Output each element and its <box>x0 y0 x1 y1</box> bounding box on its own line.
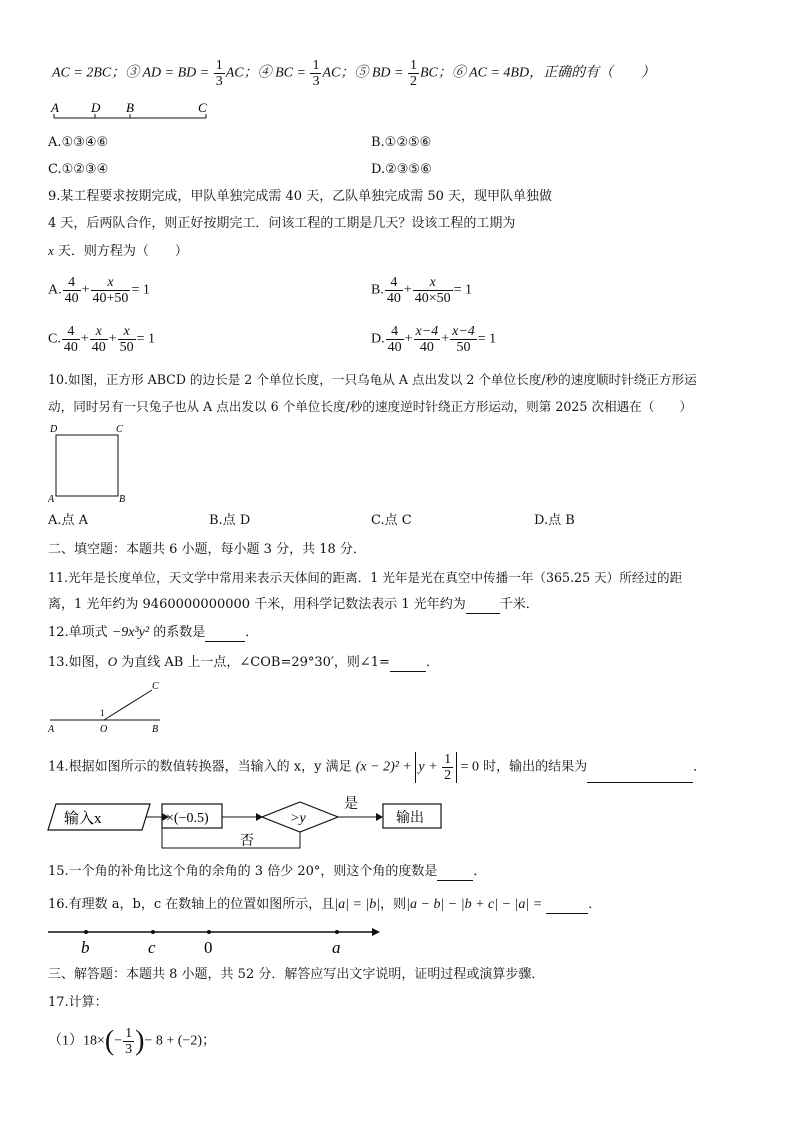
label-angle-1: 1 <box>100 708 105 718</box>
q12-line <box>48 624 258 642</box>
q11-line-1: 11.光年是长度单位，天文学中常用来表示天体间的距离．1 光年是光在真空中传播一年（365.25 天）所经过的距 <box>48 570 683 585</box>
section-2-heading: 二、填空题：本题共 6 小题，每小题 3 分，共 18 分． <box>48 542 366 557</box>
label-0: 0 <box>204 938 213 957</box>
q16-text: 16.有理数 a，b，c 在数轴上的位置如图所示，且 <box>48 897 335 912</box>
fraction <box>413 275 453 306</box>
den: 40 <box>419 340 434 355</box>
q13-answer-blank[interactable] <box>390 657 426 672</box>
fraction <box>62 324 80 355</box>
square-abcd <box>56 435 118 496</box>
q14-line <box>48 752 706 783</box>
option-label: A. <box>48 282 62 298</box>
q8-option-c[interactable]: C.①②③④ <box>48 162 109 177</box>
q8-option-a[interactable]: A.①③④⑥ <box>48 135 109 150</box>
den: 3 <box>125 1042 133 1057</box>
q9-option-a[interactable]: A. $\frac{4}{40}$ + $\frac{x}{40+50}$ = 1 <box>48 275 150 306</box>
q13-angle-figure <box>44 678 174 736</box>
den: 40+50 <box>92 291 129 306</box>
q12-end: ． <box>245 625 259 640</box>
q13-text-b: 为直线 AB 上一点，∠COB=29°30′，则∠1= <box>117 655 390 670</box>
q17-term-a: 18× <box>83 1033 105 1049</box>
q13-end: ． <box>425 655 439 670</box>
paren-right: ) <box>135 1025 145 1057</box>
num: x <box>413 275 453 291</box>
q10-option-d[interactable]: D.点 B <box>534 513 575 528</box>
q15-text: 15.一个角的补角比这个角的余角的 3 倍少 20°，则这个角的度数是 <box>48 864 438 879</box>
fraction <box>408 58 419 89</box>
q16-number-line <box>46 922 386 958</box>
num: 1 <box>215 58 223 73</box>
option-label: C. <box>48 331 61 347</box>
point-0 <box>207 930 211 934</box>
q17-title: 17.计算： <box>48 995 108 1010</box>
fraction <box>214 58 225 89</box>
den: 2 <box>444 768 452 783</box>
num: x <box>118 324 136 340</box>
label-b: B <box>152 724 159 735</box>
arrowhead-yes <box>376 813 383 821</box>
q13-line <box>48 653 439 672</box>
num: x−4 <box>415 324 439 339</box>
fraction <box>442 752 453 783</box>
num: x−4 <box>452 324 475 339</box>
label-d: D <box>50 424 58 435</box>
q16-line <box>48 896 601 914</box>
q9-line-3-rest: 天．则方程为（ ） <box>53 244 188 259</box>
fraction <box>118 324 136 355</box>
q15-line <box>48 863 486 881</box>
q14-square-term: (x − 2)² + <box>355 759 416 775</box>
q10-line-1: 10.如图，正方形 ABCD 的边长是 2 个单位长度，一只乌龟从 A 点出发以 2 个单位长度/秒的速度顺时针绕正方形运 <box>48 372 697 387</box>
label-b: b <box>81 938 90 957</box>
minus-sign: − <box>114 1033 123 1049</box>
var-x: x <box>48 243 54 258</box>
point-a <box>335 930 339 934</box>
q8-stem-d: BC；⑥ AC = 4BD，正确的有（ ） <box>419 65 656 81</box>
num: 4 <box>385 275 403 291</box>
q11-unit: 千米． <box>499 597 539 612</box>
label-b: B <box>119 494 126 504</box>
option-label: D. <box>371 331 385 347</box>
section-3-heading: 三、解答题：本题共 8 小题，共 52 分．解答应写出文字说明，证明过程或演算步骤． <box>48 967 545 982</box>
q16-text-b: ，则 <box>380 897 407 912</box>
den: 3 <box>215 74 223 89</box>
q12-monomial: −9x³y² <box>111 625 150 640</box>
q8-stem <box>52 58 655 89</box>
q8-segment-figure <box>48 100 218 124</box>
q14-eq-zero: = 0 <box>457 759 479 775</box>
q16-expression: |a − b| − |b + c| − |a| = <box>406 897 543 912</box>
q14-answer-blank[interactable] <box>587 768 693 783</box>
q16-answer-blank[interactable] <box>546 899 588 914</box>
label-d: D <box>91 100 101 115</box>
fraction <box>414 324 441 355</box>
point-c <box>151 930 155 934</box>
output-label: 输出 <box>396 811 424 826</box>
q9-line-3 <box>48 242 188 261</box>
tail: = 1 <box>453 282 473 298</box>
q8-option-d[interactable]: D.②③⑤⑥ <box>371 162 432 177</box>
num: 4 <box>62 324 80 340</box>
q16-end: ． <box>588 897 602 912</box>
label-c: C <box>116 424 123 435</box>
option-label: B. <box>371 282 384 298</box>
fraction <box>450 324 477 355</box>
q14-flowchart <box>46 792 450 854</box>
tail: = 1 <box>136 331 156 347</box>
fraction <box>123 1026 134 1057</box>
label-o: O <box>100 724 108 735</box>
den: 50 <box>456 340 471 355</box>
decision-label: >y <box>290 811 306 826</box>
q8-option-b[interactable]: B.①②⑤⑥ <box>371 135 432 150</box>
den: 40 <box>387 340 402 355</box>
den: 40 <box>386 291 401 306</box>
q10-line-2: 动，同时另有一只兔子也从 A 点出发以 6 个单位长度/秒的速度逆时针绕正方形运动，则第 2025 次相遇在（ ） <box>48 399 693 414</box>
label-c: c <box>148 938 156 957</box>
den: 3 <box>312 74 320 89</box>
q14-text-b: 时，输出的结果为 <box>478 759 588 775</box>
axis-arrow <box>372 928 380 936</box>
num: 4 <box>63 275 81 291</box>
fraction <box>386 324 404 355</box>
paren-left: ( <box>104 1025 115 1057</box>
label-a: A <box>51 100 59 115</box>
input-label: 输入x <box>64 811 102 827</box>
num: 1 <box>409 58 417 73</box>
q9-option-b[interactable]: B. $\frac{4}{40}$ + $\frac{x}{40\times 50}$ = 1 <box>371 275 473 306</box>
q9-line-2: 4 天，后两队合作，则正好按期完工．问该工程的工期是几天？设该工程的工期为 <box>48 216 516 231</box>
fraction <box>91 275 131 306</box>
fraction <box>385 275 403 306</box>
den: 40×50 <box>414 291 451 306</box>
q10-option-b[interactable]: B.点 D <box>209 513 251 528</box>
q10-option-c[interactable]: C.点 C <box>371 513 412 528</box>
q14-text: 14.根据如图所示的数值转换器，当输入的 x，y 满足 <box>48 759 356 775</box>
fraction <box>90 324 108 355</box>
q9-line-1: 9.某工程要求按期完成，甲队单独完成需 40 天，乙队单独完成需 50 天，现甲队单独做 <box>48 189 553 204</box>
den: 50 <box>119 340 134 355</box>
q8-stem-a: AC = 2BC；③ AD = BD = <box>52 65 213 81</box>
q12-text-b: 的系数是 <box>149 625 206 640</box>
den: 40 <box>64 291 79 306</box>
den: 2 <box>409 74 417 89</box>
num: 1 <box>125 1026 133 1041</box>
op-label: ×(−0.5) <box>166 811 209 826</box>
yes-label: 是 <box>344 797 358 812</box>
point-b <box>84 930 88 934</box>
q11-answer-blank[interactable] <box>466 599 500 614</box>
label-c: C <box>198 100 207 115</box>
den: 40 <box>91 340 106 355</box>
num: x <box>90 324 108 340</box>
num: 4 <box>386 324 404 340</box>
label-a: a <box>332 938 341 957</box>
q17-term-b: − 8 + (−2)； <box>144 1033 216 1049</box>
q10-option-a[interactable]: A.点 A <box>48 513 89 528</box>
num: 1 <box>444 752 452 767</box>
num: 1 <box>312 58 320 73</box>
point-o: O <box>107 654 118 669</box>
label-c: C <box>152 681 159 692</box>
q15-answer-blank[interactable] <box>437 866 473 881</box>
label-a: A <box>48 724 55 735</box>
q8-stem-b: AC；④ BC = <box>225 65 310 81</box>
den: 40 <box>63 340 78 355</box>
q10-square-figure <box>44 420 134 504</box>
ray-oc <box>104 690 152 720</box>
q14-abs-term <box>415 752 457 783</box>
label-b: B <box>126 100 134 115</box>
q14-end: ． <box>693 759 707 775</box>
tail: = 1 <box>131 282 150 298</box>
abs-inner: y + <box>418 759 442 775</box>
tail: = 1 <box>477 331 497 347</box>
q11-text: 离，1 光年约为 9460000000000 千米，用科学记数法表示 1 光年约为 <box>48 597 466 612</box>
q9-option-c[interactable]: C. $\frac{4}{40}$ + $\frac{x}{40}$ + $\frac{x}{50}$ = 1 <box>48 324 156 355</box>
q12-answer-blank[interactable] <box>205 627 245 642</box>
part-label: （1） <box>48 1033 83 1049</box>
label-a: A <box>48 494 55 504</box>
num: x <box>91 275 131 291</box>
fraction <box>63 275 81 306</box>
q12-text: 12.单项式 <box>48 625 112 640</box>
no-label: 否 <box>240 834 254 849</box>
q11-line-2 <box>48 596 539 614</box>
q9-option-d[interactable]: D. $\frac{4}{40}$ + $\frac{x-4}{40}$ + $\frac{x-4}{50}$ = 1 <box>371 324 497 355</box>
q16-condition: |a| = |b| <box>334 897 381 912</box>
q13-text: 13.如图， <box>48 655 108 670</box>
fraction <box>310 58 321 89</box>
q17-part-1 <box>48 1026 216 1057</box>
q15-end: ． <box>473 864 487 879</box>
q8-stem-c: AC；⑤ BD = <box>322 65 407 81</box>
